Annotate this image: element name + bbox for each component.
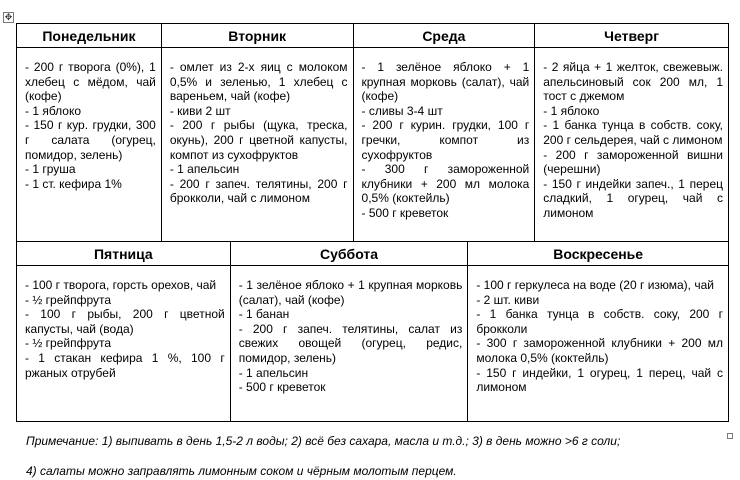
cell-monday <box>17 48 162 242</box>
cell-wednesday <box>353 48 535 242</box>
menu-item: - 150 г индейки, 1 огурец, 1 перец, чай с лимоном <box>476 365 723 395</box>
menu-item: - 100 г геркулеса на воде (20 г изюма), чай <box>476 278 714 292</box>
menu-item: - 1 банка тунца в собств. соку, 200 г сельдерея, чай с лимоном <box>543 118 723 147</box>
menu-item: - 1 банка тунца в собств. соку, 200 г брокколи <box>476 307 723 336</box>
menu-item: - 150 г кур. грудки, 300 г салата (огурец, помидор, зелень) <box>25 118 156 162</box>
footnote-line-1: Примечание: 1) выпивать в день 1,5-2 л воды; 2) всё без сахара, масла и т.д.; 3) в день можно >6 г соли; <box>26 434 621 448</box>
table-row <box>17 48 729 242</box>
menu-item: - киви 2 шт <box>169 103 231 118</box>
cell-saturday <box>230 266 468 422</box>
menu-item: - 1 апельсин <box>169 162 240 177</box>
menu-item: - 1 зелёное яблоко + 1 крупная морковь (салат), чай (кофе) <box>238 278 463 307</box>
menu-table-week2 <box>16 241 729 422</box>
table-header-row <box>17 242 729 266</box>
menu-item: - 200 г творога (0%), 1 хлебец с мёдом, чай (кофе) <box>25 60 156 104</box>
cell-tuesday <box>161 48 353 242</box>
menu-item: - 200 г запеч. телятины, салат из свежих овощей (огурец, редис, помидор, зелень) <box>238 321 463 365</box>
menu-item: - 1 зелёное яблоко + 1 крупная морковь (салат), чай (кофе) <box>361 60 530 104</box>
header-sunday: Воскресенье <box>468 242 729 266</box>
table-resize-handle[interactable] <box>727 433 733 439</box>
menu-item: - сливы 3-4 шт <box>361 103 443 118</box>
menu-item: - ½ грейпфрута <box>25 292 112 307</box>
header-wednesday: Среда <box>353 24 535 48</box>
header-thursday: Четверг <box>535 24 729 48</box>
header-monday: Понедельник <box>17 24 162 48</box>
menu-item: - 200 г замороженной вишни (черешни) <box>543 147 723 177</box>
menu-item: - 500 г креветок <box>361 205 449 220</box>
menu-item: - 1 апельсин <box>238 365 309 380</box>
cell-thursday <box>535 48 729 242</box>
menu-item: - 1 банан <box>238 307 290 322</box>
menu-item: - 200 г курин. грудки, 100 г гречки, компот из сухофруктов <box>361 118 530 162</box>
menu-item: - 300 г замороженной клубники + 200 мл молока 0,5% (коктейль) <box>361 162 530 206</box>
footnote-line-2: 4) салаты можно заправлять лимонным соком и чёрным молотым перцем. <box>26 464 457 478</box>
menu-item: - 1 стакан кефира 1 %, 100 г ржаных отрубей <box>25 350 225 380</box>
cell-friday <box>17 266 231 422</box>
menu-item: - 150 г индейки запеч., 1 перец сладкий, 1 огурец, чай с лимоном <box>543 176 723 220</box>
header-tuesday: Вторник <box>161 24 353 48</box>
menu-item: - 500 г креветок <box>238 380 326 395</box>
menu-table-week1 <box>16 23 729 242</box>
menu-item: - 200 г запеч. телятины, 200 г брокколи, чай с лимоном <box>169 176 348 206</box>
menu-item: - 1 ст. кефира 1% <box>25 176 122 191</box>
menu-item: - ½ грейпфрута <box>25 336 112 351</box>
table-header-row <box>17 24 729 48</box>
table-move-handle-icon[interactable]: ✥ <box>4 12 13 22</box>
header-friday: Пятница <box>17 242 231 266</box>
cell-sunday <box>468 266 729 422</box>
menu-item: - 2 шт. киви <box>476 292 540 307</box>
menu-item: - 200 г рыбы (щука, треска, окунь), 200 г цветной капусты, компот из сухофруктов <box>169 118 348 162</box>
menu-item: - омлет из 2-х яиц с молоком 0,5% и зеленью, 1 хлебец с вареньем, чай (кофе) <box>169 60 348 104</box>
table-row <box>17 266 729 422</box>
menu-item: - 2 яйца + 1 желток, свежевыж. апельсиновый сок 200 мл, 1 тост с джемом <box>543 60 723 104</box>
header-saturday: Суббота <box>230 242 468 266</box>
menu-item: - 1 яблоко <box>25 103 82 118</box>
menu-item: - 100 г творога, горсть орехов, чай <box>25 278 217 292</box>
menu-item: - 100 г рыбы, 200 г цветной капусты, чай (вода) <box>25 307 225 336</box>
menu-item: - 300 г замороженной клубники + 200 мл молока 0,5% (коктейль) <box>476 336 723 365</box>
menu-item: - 1 яблоко <box>543 103 600 118</box>
menu-item: - 1 груша <box>25 162 76 177</box>
